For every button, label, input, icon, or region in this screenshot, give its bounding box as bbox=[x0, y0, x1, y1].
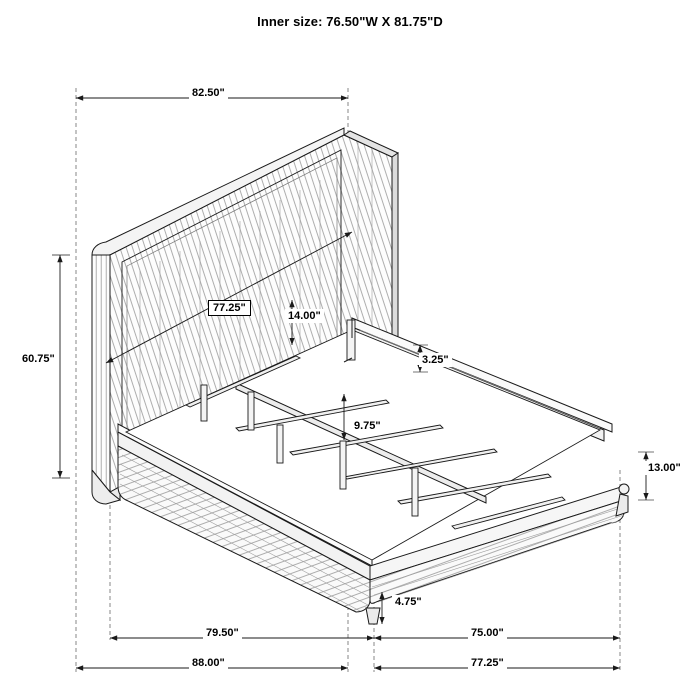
dim-label-slat-height: 9.75" bbox=[351, 419, 384, 433]
dim-label-foot-leg-height: 4.75" bbox=[392, 595, 425, 609]
dim-label-headboard-to-rail: 14.00" bbox=[285, 309, 324, 323]
dim-label-headboard-width: 82.50" bbox=[189, 86, 228, 100]
page-title: Inner size: 76.50"W X 81.75"D bbox=[257, 14, 443, 29]
dim-label-side-rail-length: 79.50" bbox=[203, 626, 242, 640]
dim-label-overall-height: 60.75" bbox=[19, 352, 58, 366]
dim-label-mattress-length: 77.25" bbox=[208, 300, 251, 316]
dim-label-depth-right: 75.00" bbox=[468, 626, 507, 640]
dim-label-rail-thickness: 3.25" bbox=[419, 353, 452, 367]
dim-label-footboard-height: 13.00" bbox=[645, 461, 684, 475]
dim-label-inner-depth-bottom: 77.25" bbox=[468, 656, 507, 670]
dim-label-overall-depth: 88.00" bbox=[189, 656, 228, 670]
